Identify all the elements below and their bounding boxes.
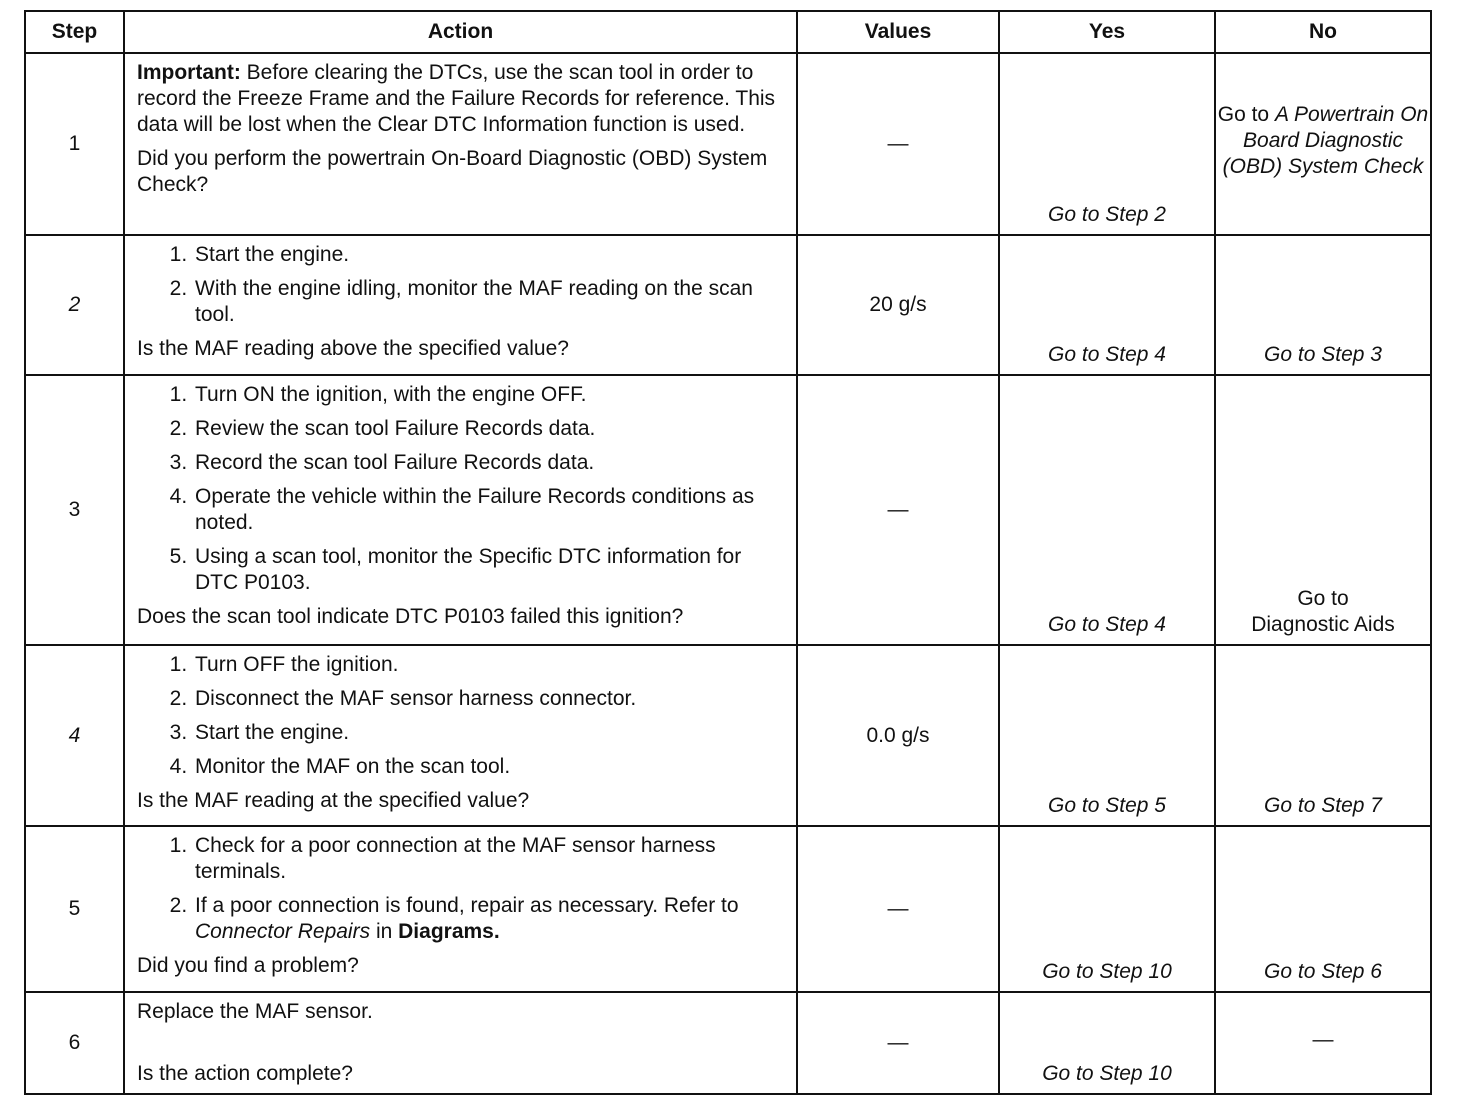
question: Did you perform the powertrain On-Board Diagnostic (OBD) System Check? (137, 147, 768, 196)
list-item: 1. Turn OFF the ignition. (193, 652, 786, 678)
value-cell: — (797, 53, 999, 235)
list-item: 2. With the engine idling, monitor the MAF reading on the scan tool. (193, 276, 786, 328)
no-link[interactable]: Go to Step 6 (1215, 826, 1431, 992)
table-row-step-6 (25, 992, 1431, 1094)
action-cell (124, 826, 797, 992)
step-text: If a poor connection is found, repair as necessary. Refer to (195, 894, 739, 917)
question: Is the action complete? (137, 1062, 353, 1085)
step-list (137, 242, 786, 328)
yes-link[interactable]: Go to Step 2 (999, 53, 1215, 235)
no-line-1: Go to (1297, 587, 1349, 610)
table-row-step-5 (25, 826, 1431, 992)
question: Is the MAF reading above the specified value? (137, 337, 569, 360)
action-cell (124, 53, 797, 235)
no-cell: — (1215, 992, 1431, 1094)
value-cell: — (797, 375, 999, 645)
header-action: Action (124, 11, 797, 53)
yes-link[interactable]: Go to Step 10 (999, 826, 1215, 992)
step-number: 1 (25, 53, 124, 235)
yes-link[interactable]: Go to Step 4 (999, 375, 1215, 645)
in-text: in (375, 920, 393, 943)
yes-link[interactable]: Go to Step 5 (999, 645, 1215, 826)
step-number: 6 (25, 992, 124, 1094)
list-item: 4. Monitor the MAF on the scan tool. (193, 754, 786, 780)
header-yes: Yes (999, 11, 1215, 53)
list-item: 5. Using a scan tool, monitor the Specific DTC information for DTC P0103. (193, 544, 786, 596)
list-item: 1. Turn ON the ignition, with the engine OFF. (193, 382, 786, 408)
value-cell: — (797, 826, 999, 992)
list-item: 2. Disconnect the MAF sensor harness connector. (193, 686, 786, 712)
action-cell (124, 375, 797, 645)
no-line-2[interactable]: Diagnostic Aids (1251, 613, 1395, 636)
step-number: 5 (25, 826, 124, 992)
step-number: 2 (25, 235, 124, 375)
list-item: 3. Record the scan tool Failure Records data. (193, 450, 786, 476)
question: Does the scan tool indicate DTC P0103 failed this ignition? (137, 605, 684, 628)
table-row-step-2 (25, 235, 1431, 375)
yes-link[interactable]: Go to Step 10 (999, 992, 1215, 1094)
header-step: Step (25, 11, 124, 53)
table-row-step-1 (25, 53, 1431, 235)
step-number: 3 (25, 375, 124, 645)
action-cell (124, 645, 797, 826)
value-cell: — (797, 992, 999, 1094)
diagnostic-table (24, 10, 1432, 1095)
header-values: Values (797, 11, 999, 53)
header-no: No (1215, 11, 1431, 53)
list-item: 3. Start the engine. (193, 720, 786, 746)
step-list (137, 652, 786, 780)
question: Did you find a problem? (137, 954, 359, 977)
no-link[interactable] (1215, 375, 1431, 645)
list-item: 1. Start the engine. (193, 242, 786, 268)
important-label: Important: (137, 61, 241, 84)
no-prefix: Go to (1217, 103, 1270, 126)
header-row (25, 11, 1431, 53)
action-cell (124, 992, 797, 1094)
list-item: 2. Review the scan tool Failure Records data. (193, 416, 786, 442)
step-number: 4 (25, 645, 124, 826)
table-row-step-4 (25, 645, 1431, 826)
no-link[interactable] (1215, 53, 1431, 235)
no-link[interactable]: Go to Step 7 (1215, 645, 1431, 826)
question: Is the MAF reading at the specified value? (137, 789, 530, 812)
list-item: 1. Check for a poor connection at the MAF sensor harness terminals. (193, 833, 786, 885)
no-link-title[interactable]: A Powertrain On Board Diagnostic (OBD) System Check (1222, 103, 1429, 178)
important-note (137, 60, 786, 138)
action-text: Replace the MAF sensor. (137, 1000, 373, 1023)
yes-link[interactable]: Go to Step 4 (999, 235, 1215, 375)
list-item (193, 893, 786, 945)
diagrams-link[interactable]: Diagrams. (398, 920, 500, 943)
list-item: 4. Operate the vehicle within the Failure Records conditions as noted. (193, 484, 786, 536)
step-list (137, 382, 786, 596)
step-list (137, 833, 786, 945)
action-cell (124, 235, 797, 375)
value-cell: 0.0 g/s (797, 645, 999, 826)
value-cell: 20 g/s (797, 235, 999, 375)
table-row-step-3 (25, 375, 1431, 645)
connector-repairs-link[interactable]: Connector Repairs (195, 920, 371, 943)
important-text: Before clearing the DTCs, use the scan tool in order to record the Freeze Frame and the Failure Records for reference. This data will be lost when the Clear DTC Information function is used. (137, 61, 776, 136)
no-link[interactable]: Go to Step 3 (1215, 235, 1431, 375)
